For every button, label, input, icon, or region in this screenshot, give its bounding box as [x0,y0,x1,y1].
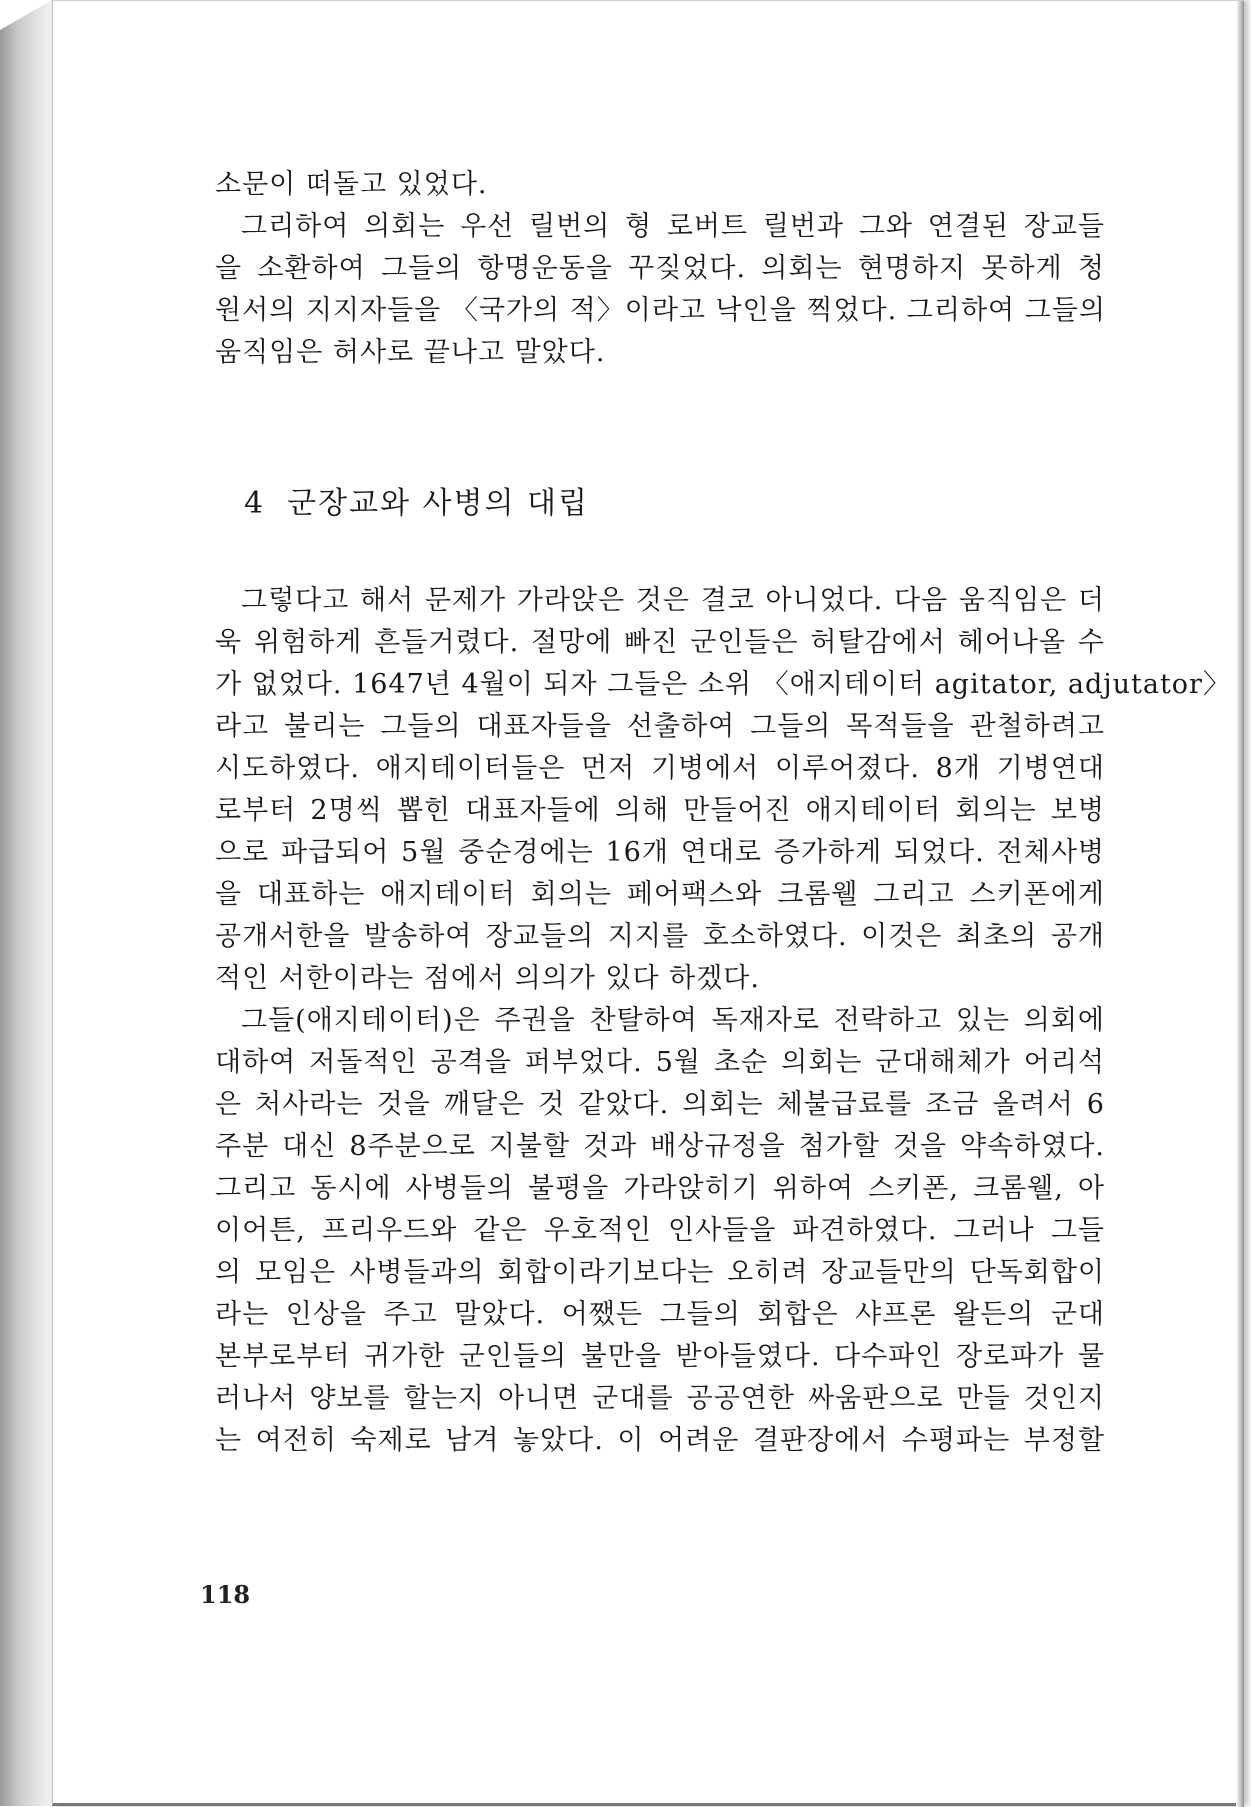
spine-corner [0,0,52,30]
text-line: 주분 대신 8주분으로 지불할 것과 배상규정을 첨가할 것을 약속하였다. [215,1131,1105,1162]
text-line: 가 없었다. 1647년 4월이 되자 그들은 소위 〈애지테이터 agitator, adjutator〉 [215,669,1231,700]
text-line: 은 처사라는 것을 깨달은 것 같았다. 의회는 체불급료를 조금 올려서 6 [215,1089,1105,1120]
section-heading [244,482,589,526]
text-line: 그리고 동시에 사병들의 불평을 가라앉히기 위하여 스키폰, 크롬웰, 아 [215,1173,1105,1204]
text-line: 공개서한을 발송하여 장교들의 지지를 호소하였다. 이것은 최초의 공개 [215,921,1105,952]
section-number: 4 [244,486,266,521]
text-line: 을 소환하여 그들의 항명운동을 꾸짖었다. 의회는 현명하지 못하게 청 [215,253,1105,284]
text-line: 그리하여 의회는 우선 릴번의 형 로버트 릴번과 그와 연결된 장교들 [241,211,1105,242]
text-line: 러나서 양보를 할는지 아니면 군대를 공공연한 싸움판으로 만들 것인지 [215,1383,1105,1414]
text-line: 으로 파급되어 5월 중순경에는 16개 연대로 증가하게 되었다. 전체사병 [215,837,1105,868]
section-title: 군장교와 사병의 대립 [287,486,589,521]
text-line: 이어튼, 프리우드와 같은 우호적인 인사들을 파견하였다. 그러나 그들 [215,1215,1105,1246]
page-right-edge [1236,1,1244,1807]
text-line: 을 대표하는 애지테이터 회의는 페어팩스와 크롬웰 그리고 스키폰에게 [215,879,1105,910]
text-line: 라고 불리는 그들의 대표자들을 선출하여 그들의 목적들을 관철하려고 [215,711,1105,742]
text-line: 그렇다고 해서 문제가 가라앉은 것은 결코 아니었다. 다음 움직임은 더 [241,585,1105,616]
book-spine [0,0,52,1806]
text-line: 는 여전히 숙제로 남겨 놓았다. 이 어려운 결판장에서 수평파는 부정할 [215,1425,1105,1456]
text-line: 그들(애지테이터)은 주권을 찬탈하여 독재자로 전락하고 있는 의회에 [241,1005,1105,1036]
text-line: 소문이 떠돌고 있었다. [215,169,488,200]
text-line: 움직임은 허사로 끝나고 말았다. [215,337,606,368]
text-line: 대하여 저돌적인 공격을 퍼부었다. 5월 초순 의회는 군대해체가 어리석 [215,1047,1105,1078]
text-line: 원서의 지지자들을 〈국가의 적〉이라고 낙인을 찍었다. 그리하여 그들의 [215,295,1106,326]
text-line: 로부터 2명씩 뽑힌 대표자들에 의해 만들어진 애지테이터 회의는 보병 [215,795,1105,826]
text-line: 적인 서한이라는 점에서 의의가 있다 하겠다. [215,963,760,994]
text-line: 시도하였다. 애지테이터들은 먼저 기병에서 이루어졌다. 8개 기병연대 [215,753,1105,784]
text-line: 욱 위험하게 흔들거렸다. 절망에 빠진 군인들은 허탈감에서 헤어나올 수 [215,627,1105,658]
page-number: 118 [200,1580,251,1609]
text-line: 라는 인상을 주고 말았다. 어쨌든 그들의 회합은 샤프론 왈든의 군대 [215,1299,1105,1330]
text-line: 의 모임은 사병들과의 회합이라기보다는 오히려 장교들만의 단독회합이 [215,1257,1105,1288]
text-line: 본부로부터 귀가한 군인들의 불만을 받아들였다. 다수파인 장로파가 물 [215,1341,1105,1372]
